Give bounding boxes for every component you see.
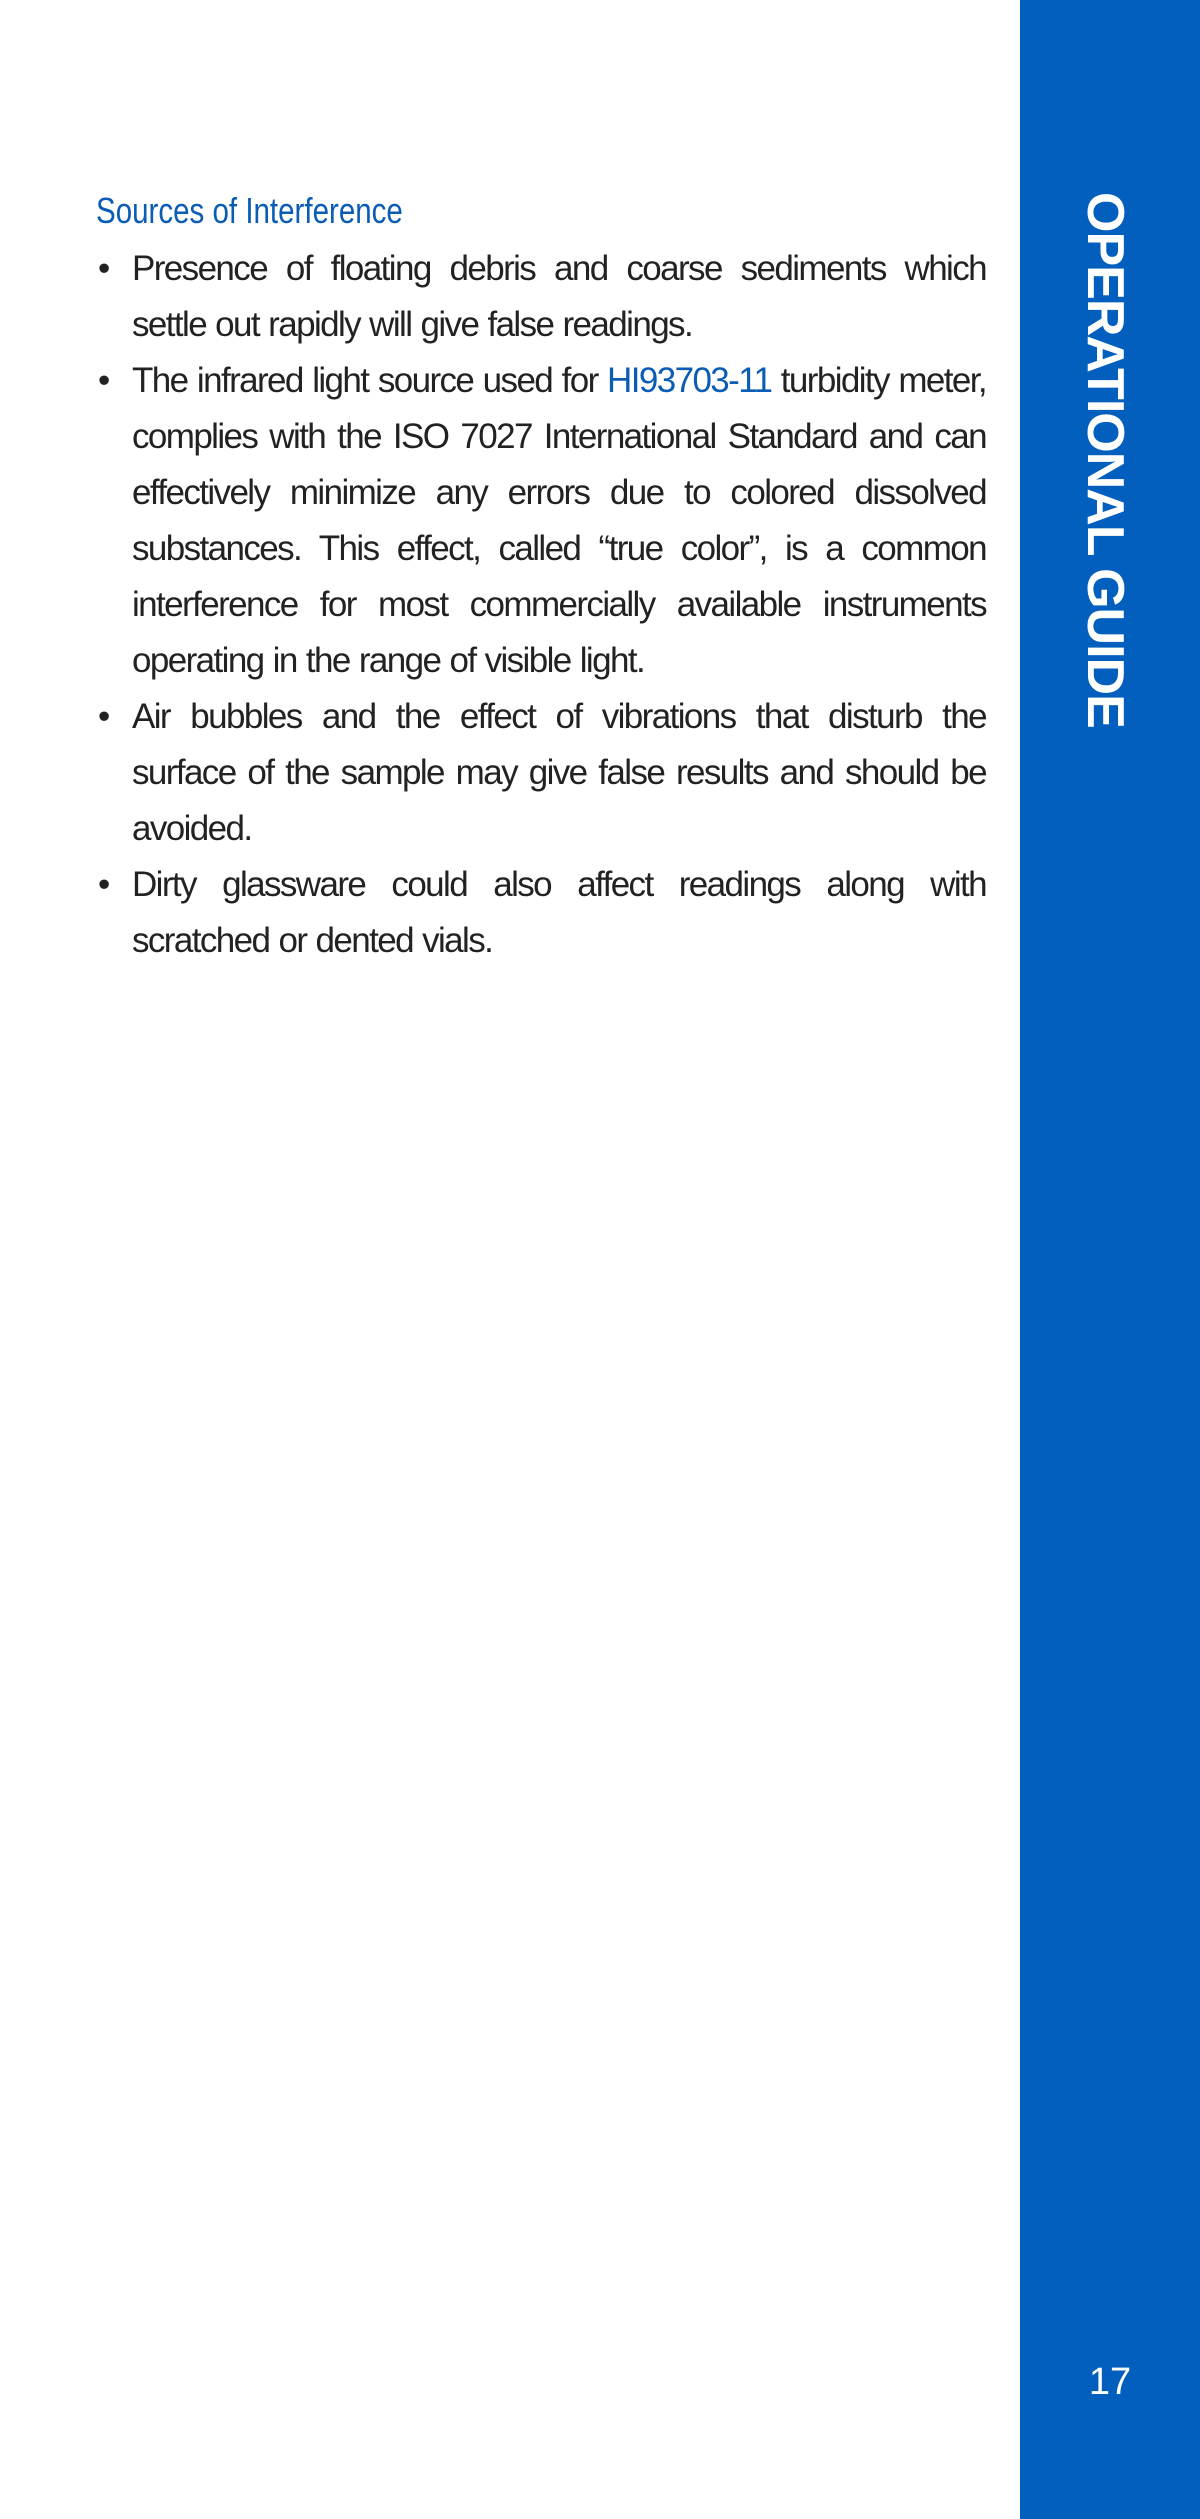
- list-item: [96, 857, 986, 969]
- interference-list: [96, 241, 986, 969]
- list-item: [96, 241, 986, 353]
- bullet-text-after-link: turbidity meter, complies with the ISO 7027 International Standard and can effectively minimize any errors due to colored dissolved substances. This effect, called “true color”, is a common interference for most commercially available instruments operating in the range of visible light.: [132, 361, 987, 680]
- list-item: [96, 353, 986, 689]
- sidebar-title: OPERATIONAL GUIDE: [1076, 192, 1134, 728]
- bullet-icon: •: [98, 697, 109, 736]
- bullet-text: Presence of floating debris and coarse sediments which settle out rapidly will give false readings.: [132, 249, 986, 344]
- bullet-text: Air bubbles and the effect of vibrations that disturb the surface of the sample may give false results and should be avoided.: [132, 697, 986, 848]
- list-item: [96, 689, 986, 857]
- product-code-link[interactable]: HI93703-11: [607, 361, 772, 400]
- bullet-icon: •: [98, 865, 109, 904]
- bullet-text-before-link: The infrared light source used for: [132, 361, 608, 400]
- sidebar: [1020, 0, 1200, 2519]
- bullet-icon: •: [98, 249, 109, 288]
- bullet-icon: •: [98, 361, 109, 400]
- page-number: 17: [1088, 2361, 1132, 2403]
- bullet-text: Dirty glassware could also affect readings along with scratched or dented vials.: [132, 865, 986, 960]
- section-heading: Sources of Interference: [96, 190, 403, 231]
- page-content: [96, 185, 986, 969]
